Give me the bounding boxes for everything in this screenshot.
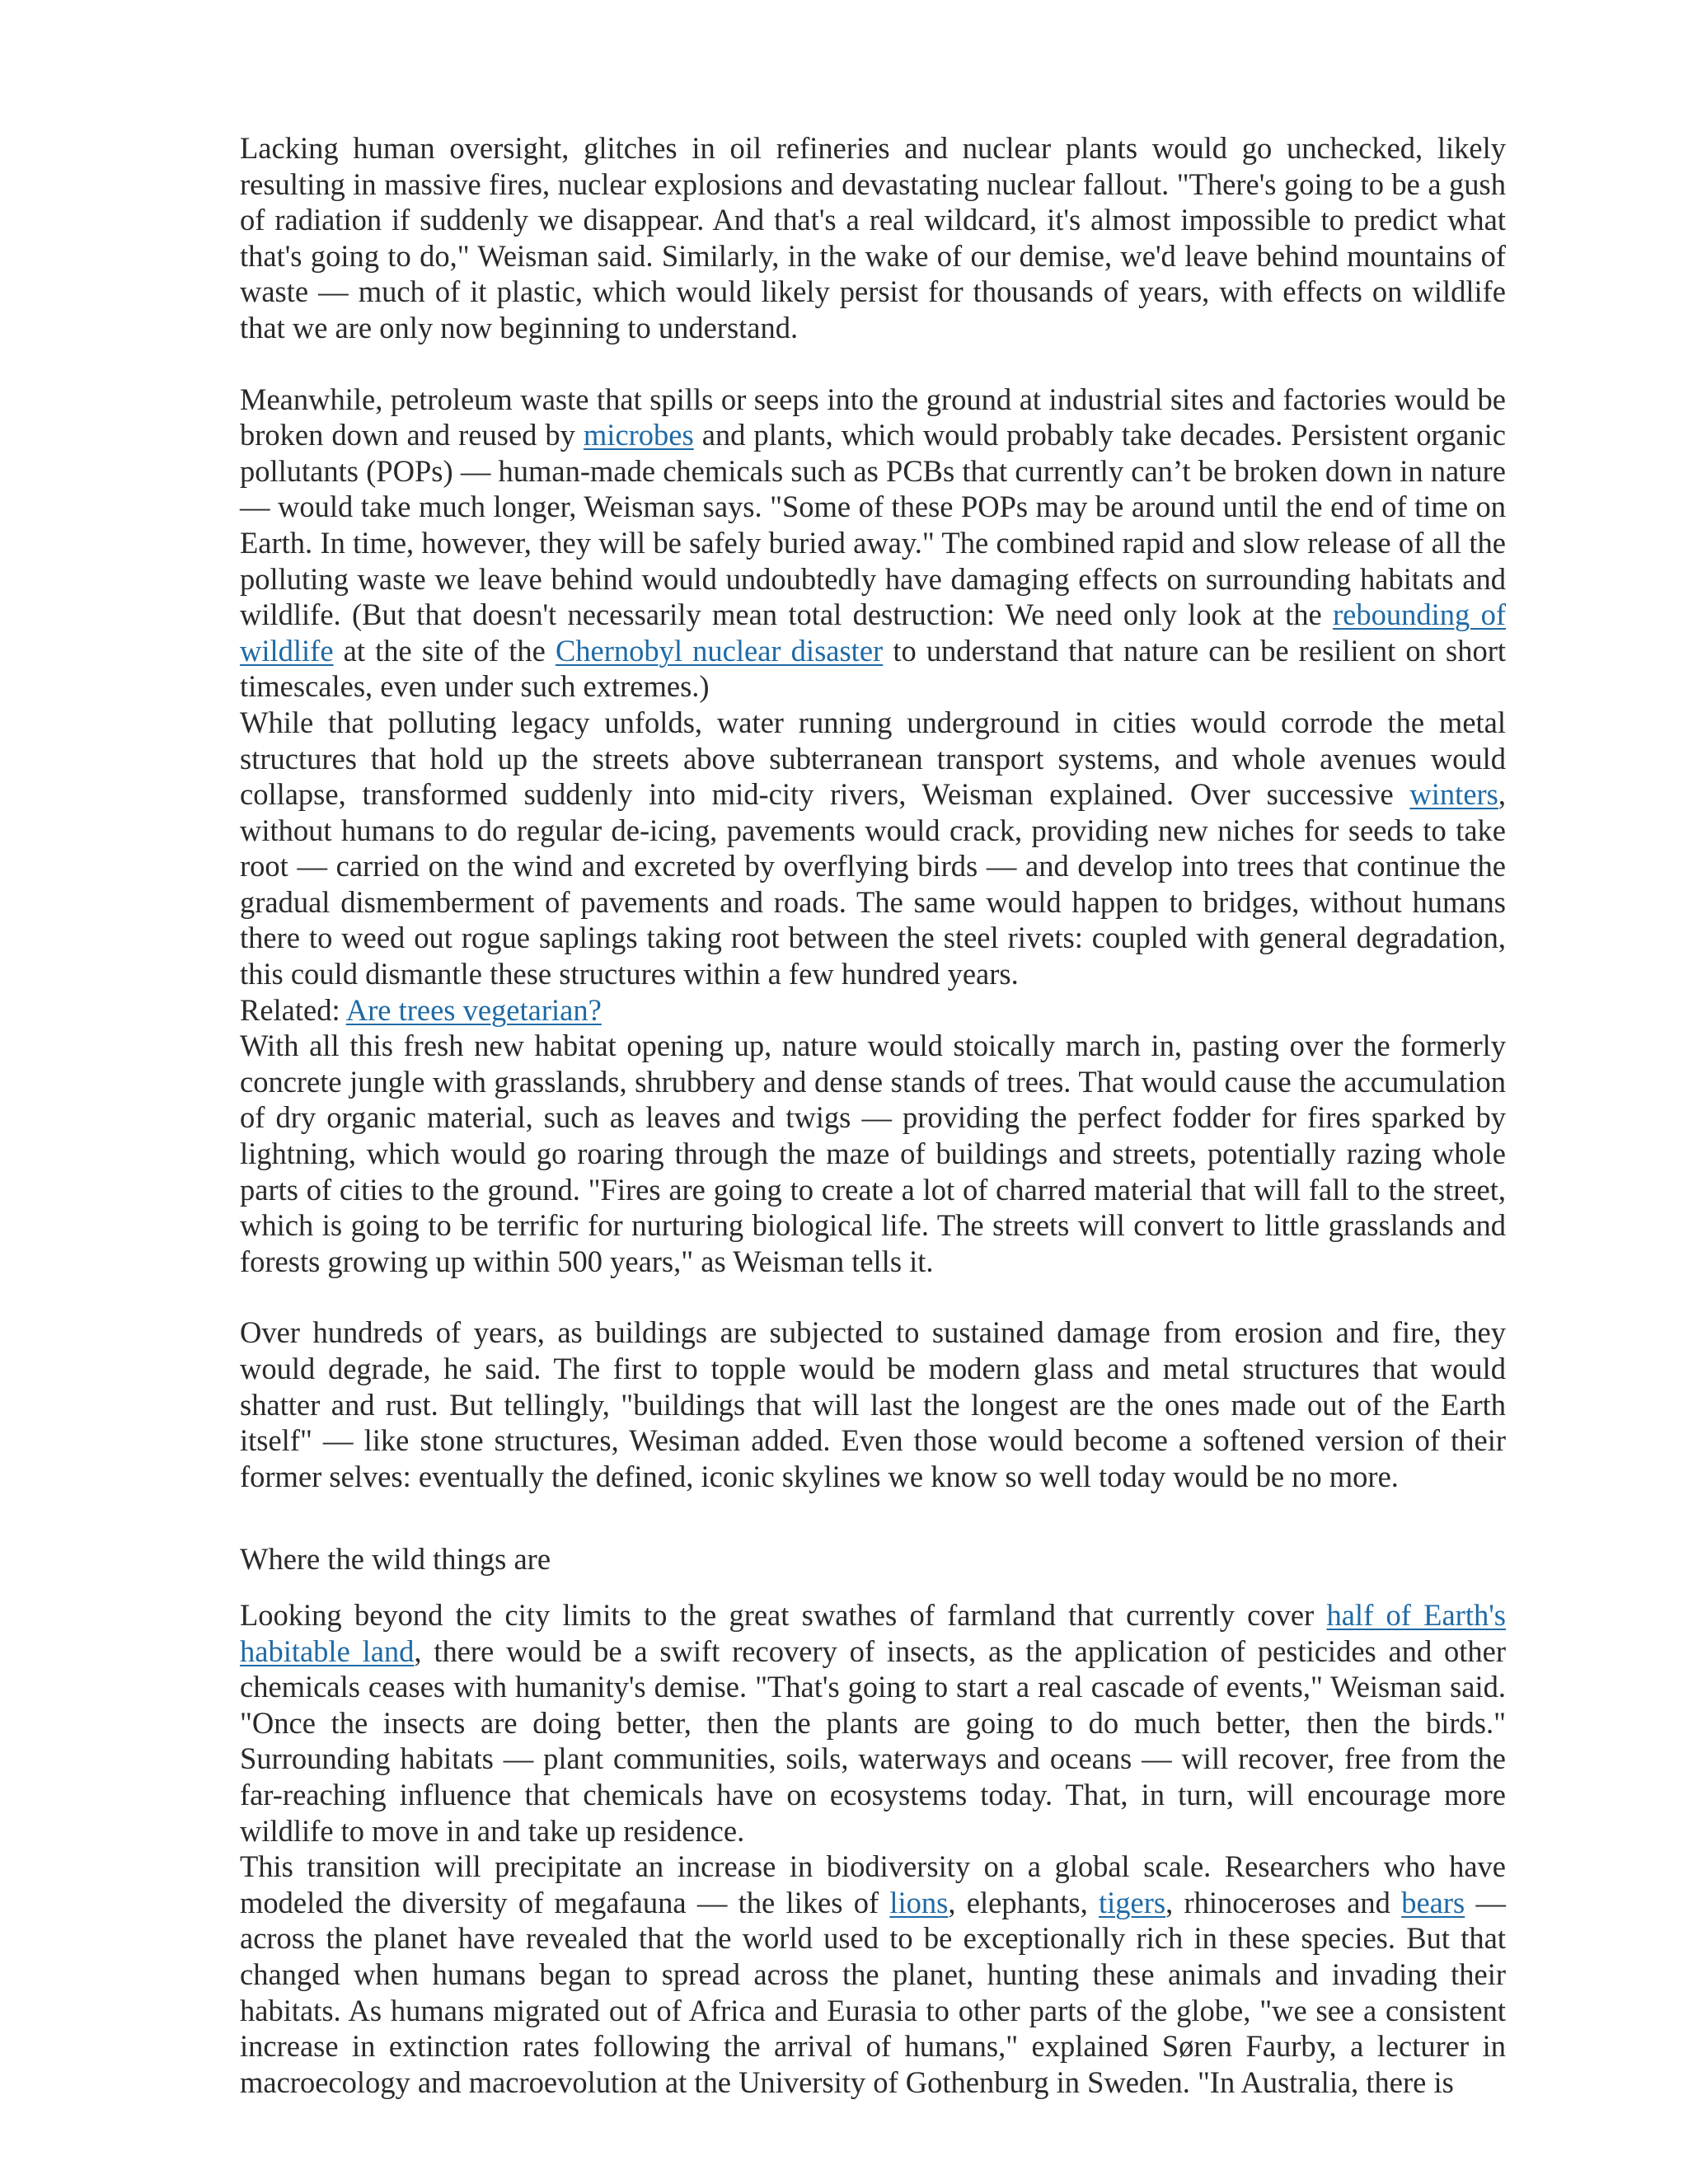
- text-span: , without humans to do regular de-icing, pavements would crack, providing new niches for seeds to take root — carried on the wind and excreted by overflying birds — and develop into trees that continue the gradual dismemberment of pavements and roads. The same would happen to bridges, without humans there to weed out rogue saplings taking root between the steel rivets: coupled with general degradation, this could dismantle these structures within a few hundred years.: [240, 777, 1506, 991]
- paragraph-fresh-habitat: With all this fresh new habitat opening up, nature would stoically march in, pasting over the formerly concrete jungle with grasslands, shrubbery and dense stands of trees. That would cause the accumulation of dry organic material, such as leaves and twigs — providing the perfect fodder for fires sparked by lightning, which would go roaring through the maze of buildings and streets, potentially razing whole parts of cities to the ground. "Fires are going to create a lot of charred material that will fall to the street, which is going to be terrific for nurturing biological life. The streets will convert to little grasslands and forests growing up within 500 years," as Weisman tells it.: [240, 1029, 1506, 1278]
- text-span: and plants, which would probably take decades. Persistent organic pollutants (POPs) — human-made chemicals such as PCBs that currently can’t be broken down in nature — would take much longer, Weisman says. "Some of these POPs may be around until the end of time on Earth. In time, however, they will be safely buried away." The combined rapid and slow release of all the polluting waste we leave behind would undoubtedly have damaging effects on surrounding habitats and wildlife. (But that doesn't necessarily mean total destruction: We need only look at the: [240, 418, 1506, 632]
- text-span: While that polluting legacy unfolds, water running underground in cities would corrode the metal structures that hold up the streets above subterranean transport systems, and whole avenues would collapse, transformed suddenly into mid-city rivers, Weisman explained. Over successive: [240, 705, 1506, 812]
- link-are-trees-vegetarian[interactable]: Are trees vegetarian?: [345, 992, 602, 1027]
- link-rebounding-of-wildlife[interactable]: rebounding of wildlife: [240, 598, 1507, 668]
- link-bears[interactable]: bears: [1401, 1885, 1465, 1919]
- text-span: to understand that nature can be resilient on short timescales, even under such extremes.): [240, 633, 1506, 704]
- link-chernobyl-nuclear-disaster[interactable]: Chernobyl nuclear disaster: [555, 633, 884, 668]
- related-label: Related:: [240, 992, 346, 1027]
- link-half-of-earths-habitable-land[interactable]: half of Earth's habitable land: [240, 1597, 1506, 1668]
- text-span: at the site of the: [333, 633, 556, 668]
- text-span: , elephants,: [948, 1885, 1100, 1919]
- paragraph-petroleum-waste: [240, 382, 1506, 705]
- link-tigers[interactable]: tigers: [1099, 1885, 1166, 1919]
- text-span: Meanwhile, petroleum waste that spills or seeps into the ground at industrial sites and factories would be broken down and reused by: [240, 382, 1506, 452]
- text-span: Looking beyond the city limits to the great swathes of farmland that currently cover: [240, 1597, 1327, 1632]
- section-heading: Where the wild things are: [240, 1542, 551, 1577]
- link-winters[interactable]: winters: [1409, 777, 1498, 812]
- link-lions[interactable]: lions: [889, 1885, 949, 1919]
- link-microbes[interactable]: microbes: [583, 418, 694, 452]
- paragraph-oversight: Lacking human oversight, glitches in oil refineries and nuclear plants would go unchecked, likely resulting in massive fires, nuclear explosions and devastating nuclear fallout. "There's going to be a gush of radiation if suddenly we disappear. And that's a real wildcard, it's almost impossible to predict what that's going to do," Weisman said. Similarly, in the wake of our demise, we'd leave behind mountains of waste — much of it plastic, which would likely persist for thousands of years, with effects on wildlife that we are only now beginning to understand.: [240, 131, 1506, 344]
- text-span: This transition will precipitate an increase in biodiversity on a global scale. Researchers who have modeled the diversity of megafauna — the likes of: [240, 1849, 1506, 1919]
- text-span: , there would be a swift recovery of insects, as the application of pesticides and other chemicals ceases with humanity's demise. "That's going to start a real cascade of events," Weisman said. "Once the insects are doing better, then the plants are going to do much better, then the birds." Surrounding habitats — plant communities, soils, waterways and oceans — will recover, free from the far-reaching influence that chemicals have on ecosystems today. That, in turn, will encourage more wildlife to move in and take up residence.: [240, 1633, 1507, 1848]
- text-span: , rhinoceroses and: [1165, 1885, 1402, 1919]
- article-page: [240, 130, 1506, 2100]
- paragraph-polluting-legacy: [240, 705, 1506, 992]
- related-line: [240, 992, 1506, 1029]
- text-span: — across the planet have revealed that the world used to be exceptionally rich in these species. But that changed when humans began to spread across the planet, hunting these animals and invading their habitats. As humans migrated out of Africa and Eurasia to other parts of the globe, "we see a consistent increase in extinction rates following the arrival of humans," explained Søren Faurby, a lecturer in macroecology and macroevolution at the University of Gothenburg in Sweden. "In Australia, there is: [240, 1885, 1507, 2099]
- paragraph-biodiversity: [240, 1849, 1506, 2100]
- paragraph-buildings-degrade: Over hundreds of years, as buildings are subjected to sustained damage from erosion and fire, they would degrade, he said. The first to topple would be modern glass and metal structures that would shatter and rust. But tellingly, "buildings that will last the longest are the ones made out of the Earth itself" — like stone structures, Wesiman added. Even those would become a softened version of their former selves: eventually the defined, iconic skylines we know so well today would be no more.: [240, 1315, 1506, 1493]
- paragraph-farmland: [240, 1597, 1506, 1849]
